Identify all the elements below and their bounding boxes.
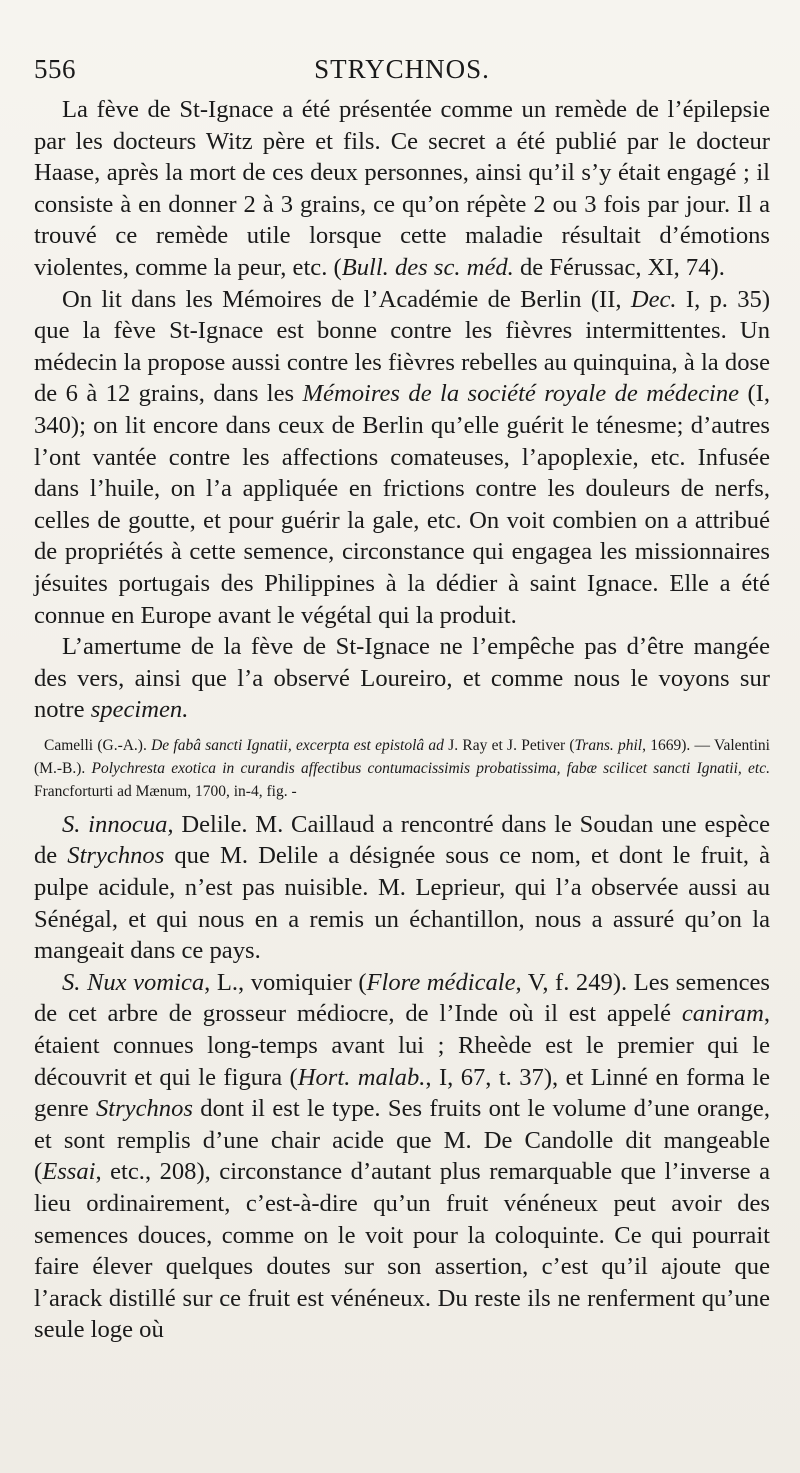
page-header (34, 54, 770, 94)
paragraph-berlin-memoirs: On lit dans les Mémoires de l’Académie de Berlin (II, Dec. I, p. 35) que la fève St-Ignace est bonne contre les fièvres intermittentes. Un médecin la propose aussi contre les fièvres rebelles au quinquina, à la dose de 6 à 12 grains, dans les Mémoires de la société royale de médecine (I, 340); on lit encore dans ceux de Berlin qu’elle guérit le ténesme; d’autres l’ont vantée contre les affections comateuses, l’apoplexie, etc. Infusée dans l’huile, on l’a appliquée en frictions contre les douleurs de nerfs, celles de goutte, et pour guérir la gale, etc. On voit combien on a attribué de propriétés à cette semence, circonstance qui engagea les missionnaires jésuites portugais des Philippines à la dédier à saint Ignace. Elle a été connue en Europe avant le végétal qui la produit. (34, 285, 771, 629)
bibliography-note: Camelli (G.-A.). De fabâ sancti Ignatii, excerpta est epistolâ ad J. Ray et J. Petiver (Trans. phil, 1669). — Valentini (M.-B.). Polychresta exotica in curandis affectibus contumacissimis probatissima, fabæ scilicet sancti Ignatii, etc. Francforturti ad Mænum, 1700, in-4, fig. - (34, 736, 770, 800)
paragraph-bitterness: L’amertume de la fève de St-Ignace ne l’empêche pas d’être mangée des vers, ainsi que l’a observé Loureiro, et comme nous le voyons sur notre specimen. (34, 633, 770, 724)
running-head: STRYCHNOS. (314, 54, 490, 84)
paragraph-s-innocua: S. innocua, Delile. M. Caillaud a rencontré dans le Soudan une espèce de Strychnos que M. Delile a désignée sous ce nom, et dont le fruit, à pulpe acidule, n’est pas nuisible. M. Leprieur, qui l’a observée aussi au Sénégal, et qui nous en a remis un échantillon, nous a assuré qu’on la mangeait dans ce pays. (34, 810, 770, 965)
paragraph-s-nux-vomica: S. Nux vomica, L., vomiquier (Flore médicale, V, f. 249). Les semences de cet arbre de grosseur médiocre, de l’Inde où il est appelé caniram, étaient connues long-temps avant lui ; Rheède est le premier qui le découvrit et qui le figura (Hort. malab., I, 67, t. 37), et Linné en forma le genre Strychnos dont il est le type. Ses fruits ont le volume d’une orange, et sont remplis d’une chair acide que M. De Candolle dit mangeable (Essai, etc., 208), circonstance d’autant plus remarquable que l’inverse a lieu ordinairement, c’est-à-dire qu’un fruit vénéneux peut avoir des semences douces, comme on le voit pour la coloquinte. Ce qui pourrait faire élever quelques doutes sur son assertion, c’est qu’il ajoute que l’arack distillé sur ce fruit est vénéneux. Du reste ils ne renferment qu’une seule loge où (34, 968, 770, 1344)
paragraph-epilepsy: La fève de St-Ignace a été présentée comme un remède de l’épilepsie par les docteurs Witz père et fils. Ce secret a été publié par le docteur Haase, après la mort de ces deux personnes, ainsi qu’il s’y était engagé ; il consiste à en donner 2 à 3 grains, ce qu’on répète 2 ou 3 fois par jour. Il a trouvé ce remède utile lorsque cette maladie résultait d’émotions violentes, comme la peur, etc. (Bull. des sc. méd. de Férussac, XI, 74). (34, 96, 770, 281)
page-number: 556 (34, 54, 76, 84)
